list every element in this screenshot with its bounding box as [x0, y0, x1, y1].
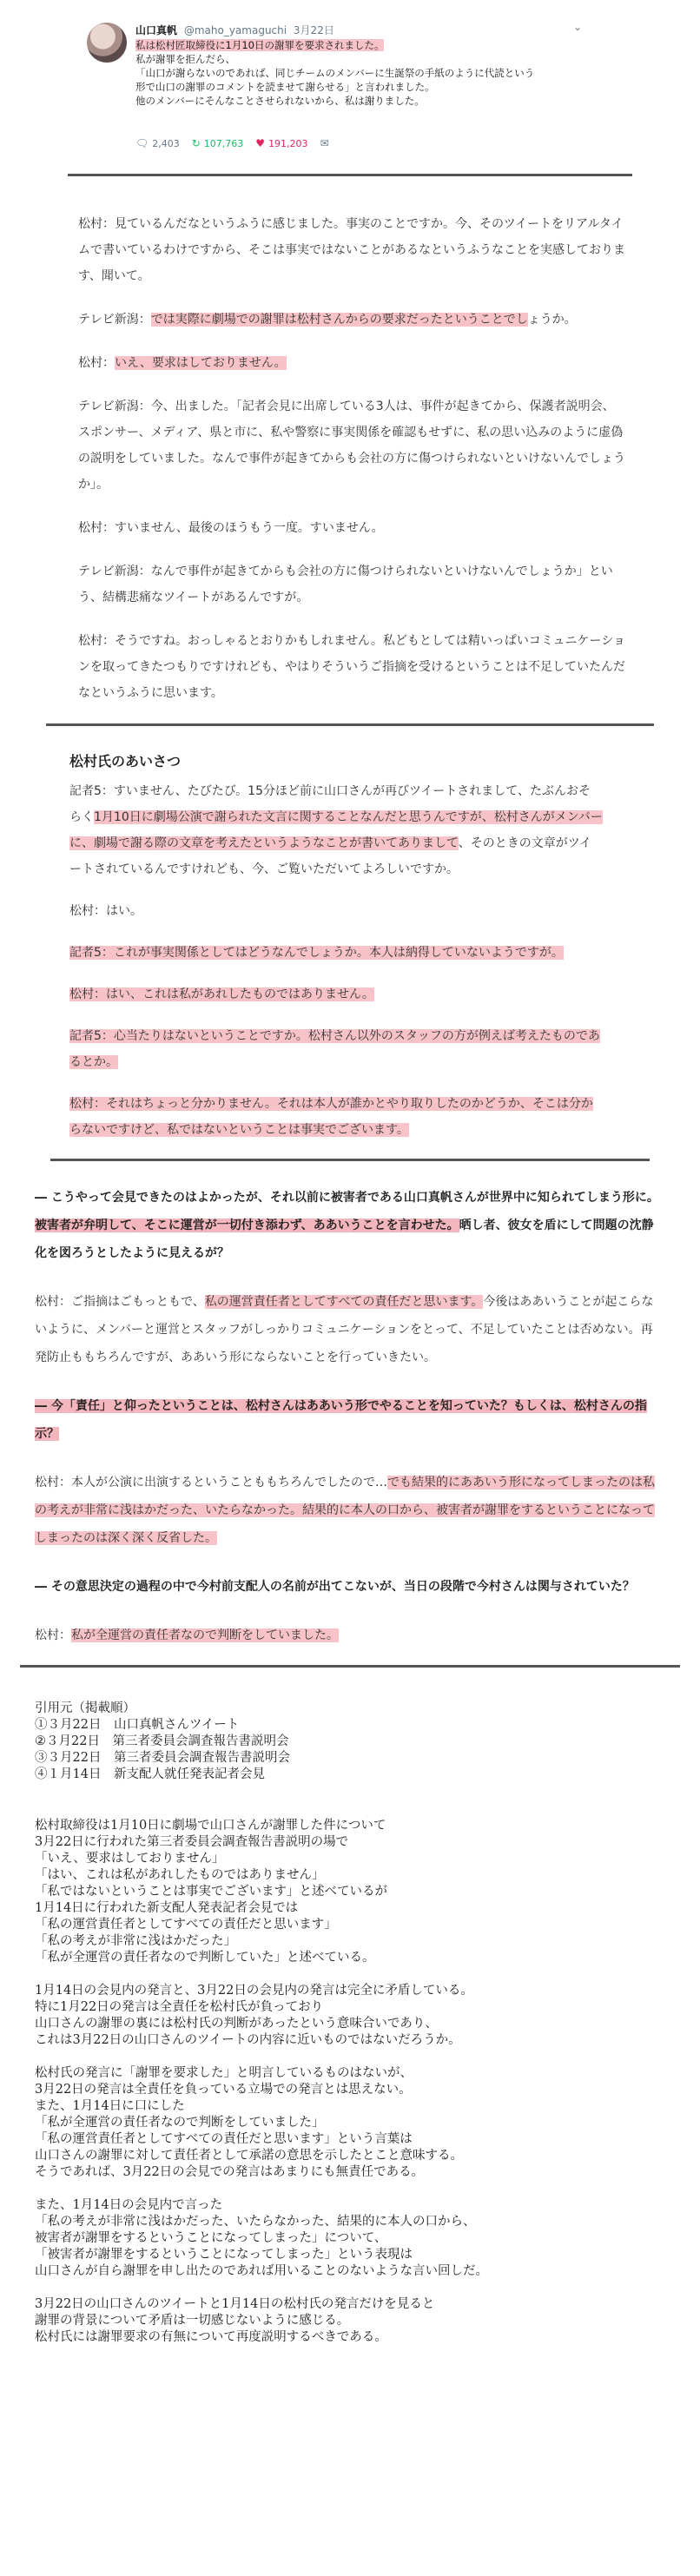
tweet-text-line: 私が謝罪を拒んだら、 — [135, 53, 235, 65]
highlighted-text: でも結果的にああいう形になってしまったのは私の考えが非常に浅はかだった、いたらなかった。結果的に本人の口から、被害者が謝罪をするということになってしまったのは深く深く反省した。 — [35, 1476, 655, 1545]
transcript-paragraph: 松村：そうですね。おっしゃるとおりかもしれません。私どもとしては精いっぱいコミュニケーションを取ってきたつもりですけれども、やはりそういうご指摘を受けるということは不足していたんだなというふうに思います。 — [78, 634, 625, 700]
transcript-paragraph — [69, 1091, 603, 1143]
transcript-paragraph — [69, 778, 603, 882]
chevron-down-icon[interactable]: ⌄ — [572, 21, 582, 33]
commentary-paragraph: 1月14日の会見内の発言と、3月22日の会見内の発言は完全に矛盾している。 特に1月22日の発言は全責任を松村氏が負っており 山口さんの謝罪の裏には松村氏の判断があったという意味合いであり、 これは3月22日の山口さんのツイートの内容に近いものではないだろうか。 — [35, 1984, 473, 2047]
tweet-date[interactable]: 3月22日 — [293, 24, 334, 36]
heart-icon: ♥ — [255, 137, 266, 149]
retweet-count: 107,763 — [203, 138, 244, 149]
transcript-section-2 — [0, 726, 603, 1143]
text-span: 今後はああいうことが起こらないように、メンバーと運営とスタッフがしっかりコミュニケーションをとって、不足していたことは否めない。再発防止ももちろんですが、ああいう形にならないことを行っていきたい。 — [35, 1295, 654, 1364]
highlighted-text: 記者5：これが事実関係としてはどうなんでしょうか。本人は納得していないようですが。 — [69, 946, 564, 960]
speaker-label: 松村： — [35, 1628, 71, 1642]
highlighted-text: 記者5：心当たりはないということですか。松村さん以外のスタッフの方が例えば考えたものであるとか。 — [69, 1029, 600, 1069]
reply-action[interactable] — [135, 137, 180, 149]
retweet-icon: ↻ — [191, 137, 201, 149]
tweet-author-name[interactable]: 山口真帆 — [135, 24, 178, 36]
transcript-paragraph: 松村：はい。 — [69, 904, 142, 918]
text-span: 記者5：すいません、たびたび。15分ほど前に山口さんが再びツイートされまして、たぶんおそらく — [69, 784, 591, 824]
tweet-header — [135, 23, 334, 37]
commentary-paragraph: 松村氏の発言に「謝罪を要求した」と明言しているものはないが、 3月22日の発言は全責任を負っている立場での発言とは思えない。 また、1月14日に口にした 「私が全運営の責任者なので判断をしていました」 「私の運営責任者としてすべての責任だと思います」という言葉は 山口さんの謝罪に対して責任者として承諾の意思を示したとこと意味する。 そうであれば、3月22日の会見での発言はあまりにも無責任である。 — [35, 2066, 463, 2179]
speaker-label: 松村： — [78, 356, 115, 370]
tweet-actions — [135, 137, 333, 149]
highlighted-text: 私が全運営の責任者なので判断をしていました。 — [71, 1628, 339, 1642]
transcript-paragraph: 松村：すいません、最後のほうもう一度。すいません。 — [78, 521, 384, 535]
text-span: ょうか。 — [527, 313, 577, 327]
like-action[interactable] — [255, 137, 307, 149]
highlighted-text: 1月10日に劇場公演で謝られた文言に関することなんだと思うんですが、松村さんがメンバーに、劇場で謝る際の文章を考えたというようなことが書いてありまして — [69, 810, 603, 850]
mail-icon: ✉ — [320, 137, 329, 149]
text-span: 、そのときの文章がツイートされているんですけれども、今、ご覧いただいてよろしいですか。 — [69, 836, 592, 876]
interview-answer — [35, 1469, 660, 1552]
transcript-paragraph — [78, 307, 625, 333]
commentary-paragraph: 松村取締役は1月10日に劇場で山口さんが謝罪した件について 3月22日に行われた第三者委員会調査報告書説明の場で 「いえ、要求はしておりません」 「はい、これは私があれしたものではありません」 「私ではないということは事実でございます」と述べているが 1月14日に行われた新支配人発表記者会見では 「私の運営責任者としてすべての責任だと思います」 「私の考えが非常に浅はかだった」 「私が全運営の責任者なので判断していた」と述べている。 — [35, 1819, 387, 1965]
transcript-paragraph: 松村：見ているんだなというふうに感じました。事実のことですか。今、そのツイートをリアルタイムで書いているわけですから、そこは事実ではないことがあるなというふうなことを実感しております、聞いて。 — [78, 217, 625, 283]
interview-section — [0, 1161, 660, 1649]
interview-answer — [35, 1622, 660, 1649]
interview-question — [35, 1184, 660, 1267]
transcript-section-1 — [0, 176, 625, 706]
tweet-author-handle[interactable]: @maho_yamaguchi — [183, 24, 287, 36]
embedded-tweet[interactable] — [78, 0, 617, 174]
interview-question — [35, 1392, 660, 1448]
transcript-paragraph — [69, 1023, 603, 1075]
highlighted-text: いえ、要求はしておりません。 — [115, 356, 287, 370]
highlighted-text: ― 今「責任」と仰ったということは、松村さんはああいう形でやることを知っていた？もしくは、松村さんの指示？ — [35, 1399, 647, 1441]
text-span: ― こうやって会見できたのはよかったが、それ以前に被害者である山口真帆さんが世界中に知られてしまう形に。 — [35, 1191, 659, 1205]
highlighted-text: 被害者が弁明して、そこに運営が一切付き添わず、ああいうことを言わせた。 — [35, 1219, 459, 1232]
interview-answer — [35, 1288, 660, 1371]
tweet-text — [135, 38, 544, 108]
reply-count: 2,403 — [152, 138, 180, 149]
source-list: 引用元（掲載順） ①３月22日 山口真帆さんツイート ②３月22日 第三者委員会調査報告書説明会 ③３月22日 第三者委員会調査報告書説明会 ④１月14日 新支配人就任発表記者会見 — [35, 1701, 290, 1781]
tweet-text-line: 「山口が謝らないのであれば、同じチームのメンバーに生誕祭の手紙のように代読という形で山口の謝罪のコメントを読ませて謝らせる」と言われました。 — [135, 67, 535, 93]
transcript-paragraph: テレビ新潟：なんで事件が起きてからも会社の方に傷つけられないといけないんでしょうか」という、結構悲痛なツイートがあるんですが。 — [78, 565, 613, 604]
highlighted-text: では実際に劇場での謝罪は松村さんからの要求だったということでし — [150, 313, 528, 327]
transcript-paragraph — [69, 981, 603, 1007]
highlighted-text: 松村：はい、これは私があれしたものではありません。 — [69, 987, 374, 1001]
commentary-paragraph: また、1月14日の会見内で言った 「私の考えが非常に浅はかだった、いたらなかった、結果的に本人の口から、 被害者が謝罪をするということになってしまった」について、 「被害者が謝罪をするということになってしまった」という表現は 山口さんが自ら謝罪を申し出たのであれば用いることのないような言い回しだ。 — [35, 2198, 488, 2278]
highlighted-text: 松村：それはちょっと分かりません。それは本人が誰かとやり取りしたのかどうか、そこは分からないですけど、私ではないということは事実でございます。 — [69, 1097, 593, 1137]
transcript-paragraph — [69, 940, 603, 966]
section-heading: 松村氏のあいさつ — [69, 753, 182, 769]
transcript-paragraph — [78, 350, 625, 376]
tweet-text-line-highlighted: 私は松村匠取締役に1月10日の謝罪を要求されました。 — [135, 39, 385, 51]
highlighted-text: 私の運営責任者としてすべての責任だと思います。 — [204, 1295, 484, 1309]
reply-icon: 🗨 — [135, 137, 149, 149]
speaker-label: 松村：本人が公演に出演するということももちろんでしたので… — [35, 1476, 387, 1489]
commentary-paragraph: 3月22日の山口さんのツイートと1月14日の松村氏の発言だけを見ると 謝罪の背景について矛盾は一切感じないように感じる。 松村氏には謝罪要求の有無について再度説明するべきである。 — [35, 2297, 435, 2344]
transcript-paragraph: テレビ新潟：今、出ました。「記者会見に出席している3人は、事件が起きてから、保護者説明会、スポンサー、メディア、県と市に、私や警察に事実関係を確認もせずに、私の思い込みのように虚偽の説明をしていました。なんで事件が起きてからも会社の方に傷つけられないといけないんでしょうか」。 — [78, 400, 625, 492]
interview-question: ― その意思決定の過程の中で今村前支配人の名前が出てこないが、当日の段階で今村さんは関与されていた？ — [35, 1580, 635, 1594]
commentary-section — [0, 1668, 677, 2346]
retweet-action[interactable] — [192, 137, 244, 149]
speaker-label: テレビ新潟： — [78, 313, 151, 327]
like-count: 191,203 — [268, 138, 308, 149]
share-action[interactable] — [320, 137, 333, 149]
text-span: 晒し者、彼女を盾にして問題の沈静化を図ろうとしたように見えるが？ — [35, 1219, 654, 1260]
avatar[interactable] — [87, 23, 127, 63]
tweet-text-line: 他のメンバーにそんなことさせられないから、私は謝りました。 — [135, 95, 425, 107]
speaker-label: 松村：ご指摘はごもっともで、 — [35, 1295, 205, 1309]
